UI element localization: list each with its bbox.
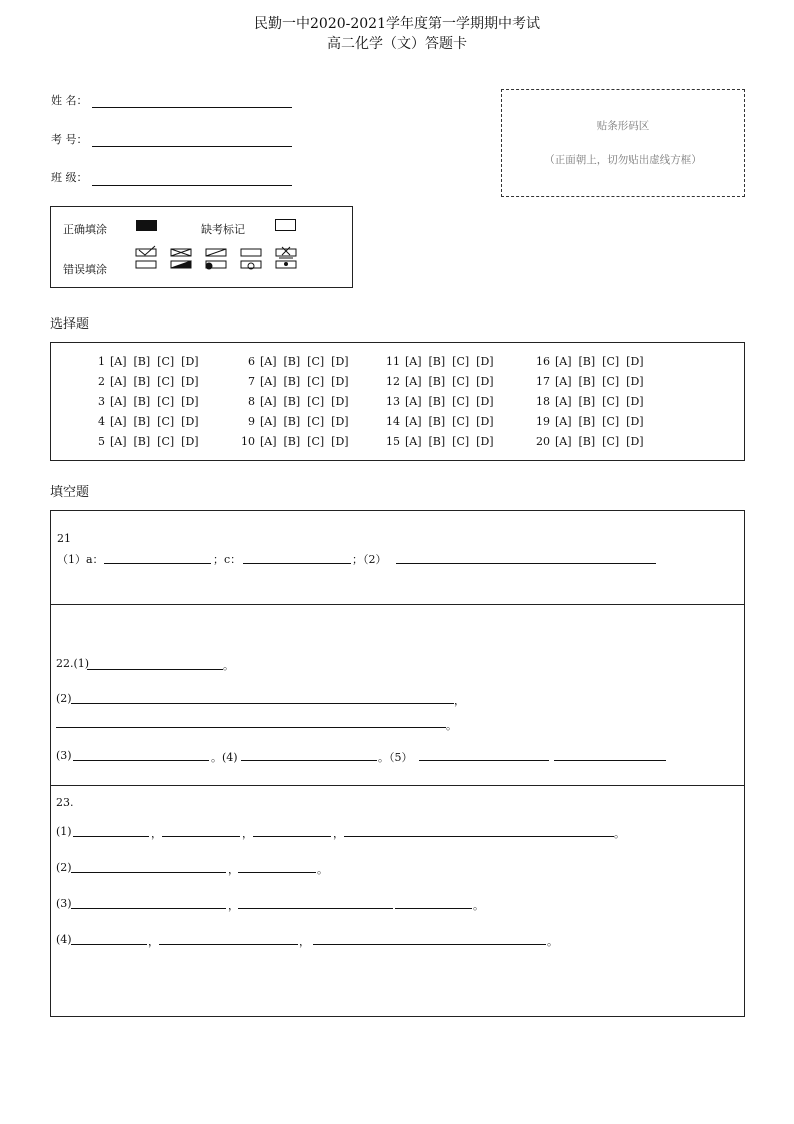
name-field[interactable] bbox=[92, 107, 292, 108]
exam-subtitle: 高二化学（文）答题卡 bbox=[327, 36, 467, 52]
choice-item-7[interactable] bbox=[241, 375, 349, 388]
absent-mark-box[interactable] bbox=[275, 219, 296, 231]
choice-number: 16 bbox=[536, 355, 550, 368]
q23-part3-blank-a[interactable] bbox=[71, 908, 226, 909]
class-field[interactable] bbox=[92, 185, 292, 186]
period: 。 bbox=[317, 863, 328, 876]
comma: ， bbox=[148, 935, 159, 948]
choice-options[interactable]: [A] [B] [C] [D] bbox=[405, 435, 494, 448]
q22-part1-blank[interactable] bbox=[87, 669, 223, 670]
barcode-area bbox=[501, 89, 745, 197]
choice-options[interactable]: [A] [B] [C] [D] bbox=[110, 355, 199, 368]
choice-options[interactable]: [A] [B] [C] [D] bbox=[405, 375, 494, 388]
absent-mark-label: 缺考标记 bbox=[201, 223, 245, 236]
comma: ， bbox=[454, 694, 465, 707]
wrong-fill-samples bbox=[135, 245, 305, 273]
exam-id-label: 考 号： bbox=[51, 133, 88, 146]
fill-answer-box bbox=[50, 510, 745, 1017]
choice-item-20[interactable] bbox=[536, 435, 644, 448]
choice-number: 17 bbox=[536, 375, 550, 388]
q21-part2-label: ；（2） bbox=[352, 553, 387, 566]
q22-part3-label: (3) bbox=[56, 749, 72, 762]
comma: ， bbox=[228, 899, 239, 912]
q21-a-blank[interactable] bbox=[104, 563, 211, 564]
q23-part3-blank-b[interactable] bbox=[238, 908, 393, 909]
q22-part5-blank-a[interactable] bbox=[419, 760, 549, 761]
divider bbox=[51, 604, 744, 605]
wrong-fill-label: 错误填涂 bbox=[63, 263, 107, 276]
q23-part4-blank-b[interactable] bbox=[159, 944, 298, 945]
choice-item-17[interactable] bbox=[536, 375, 644, 388]
q22-part2-blank[interactable] bbox=[71, 703, 454, 704]
choice-number: 10 bbox=[241, 435, 255, 448]
choice-options[interactable]: [A] [B] [C] [D] bbox=[260, 415, 349, 428]
exam-title: 民勤一中2020-2021学年度第一学期期中考试 bbox=[254, 16, 540, 32]
period: 。 bbox=[547, 935, 558, 948]
choice-options[interactable]: [A] [B] [C] [D] bbox=[110, 375, 199, 388]
q23-part3-blank-c[interactable] bbox=[395, 908, 472, 909]
choice-options[interactable]: [A] [B] [C] [D] bbox=[555, 375, 644, 388]
choice-item-11[interactable] bbox=[386, 355, 494, 368]
choice-number: 9 bbox=[248, 415, 255, 428]
q23-part4-label: (4) bbox=[56, 933, 72, 946]
q23-number: 23. bbox=[56, 796, 74, 809]
divider bbox=[51, 785, 744, 786]
q22-part3-blank[interactable] bbox=[73, 760, 209, 761]
correct-fill-label: 正确填涂 bbox=[63, 223, 107, 236]
q22-part1-label: 22.(1) bbox=[56, 657, 90, 670]
choice-options[interactable]: [A] [B] [C] [D] bbox=[555, 395, 644, 408]
choice-number: 5 bbox=[98, 435, 105, 448]
choice-options[interactable]: [A] [B] [C] [D] bbox=[260, 395, 349, 408]
q23-part1-label: (1) bbox=[56, 825, 72, 838]
q23-part4-blank-c[interactable] bbox=[313, 944, 546, 945]
q22-part2-blank-line2[interactable] bbox=[56, 727, 446, 728]
choice-number: 20 bbox=[536, 435, 550, 448]
choice-number: 2 bbox=[98, 375, 105, 388]
choice-heading: 选择题 bbox=[50, 317, 90, 332]
q23-part2-blank-b[interactable] bbox=[238, 872, 316, 873]
choice-item-16[interactable] bbox=[536, 355, 644, 368]
choice-item-9[interactable] bbox=[241, 415, 349, 428]
choice-item-8[interactable] bbox=[241, 395, 349, 408]
choice-number: 1 bbox=[98, 355, 105, 368]
q23-part1-blank-c[interactable] bbox=[253, 836, 331, 837]
choice-item-1[interactable] bbox=[91, 355, 199, 368]
choice-number: 12 bbox=[386, 375, 400, 388]
q21-number: 21 bbox=[57, 532, 71, 545]
choice-number: 18 bbox=[536, 395, 550, 408]
q23-part1-blank-a[interactable] bbox=[73, 836, 149, 837]
q21-c-label: ；c： bbox=[213, 553, 242, 566]
correct-fill-sample bbox=[136, 220, 157, 231]
choice-options[interactable]: [A] [B] [C] [D] bbox=[405, 395, 494, 408]
choice-options[interactable]: [A] [B] [C] [D] bbox=[555, 435, 644, 448]
choice-options[interactable]: [A] [B] [C] [D] bbox=[555, 355, 644, 368]
comma: ， bbox=[151, 827, 162, 840]
exam-id-field[interactable] bbox=[92, 146, 292, 147]
choice-number: 11 bbox=[386, 355, 400, 368]
q23-part4-blank-a[interactable] bbox=[71, 944, 147, 945]
choice-options[interactable]: [A] [B] [C] [D] bbox=[260, 375, 349, 388]
choice-item-5[interactable] bbox=[91, 435, 199, 448]
comma: ， bbox=[228, 863, 239, 876]
choice-item-2[interactable] bbox=[91, 375, 199, 388]
q22-part5-label: 。（5） bbox=[378, 751, 413, 764]
barcode-hint: （正面朝上，切勿贴出虚线方框） bbox=[544, 154, 702, 166]
choice-number: 19 bbox=[536, 415, 550, 428]
name-label: 姓 名： bbox=[51, 94, 88, 107]
q23-part1-blank-d[interactable] bbox=[344, 836, 614, 837]
choice-number: 15 bbox=[386, 435, 400, 448]
choice-item-13[interactable] bbox=[386, 395, 494, 408]
choice-options[interactable]: [A] [B] [C] [D] bbox=[260, 355, 349, 368]
choice-number: 14 bbox=[386, 415, 400, 428]
q22-part2-label: (2) bbox=[56, 692, 72, 705]
barcode-label: 贴条形码区 bbox=[596, 120, 650, 132]
period: 。 bbox=[614, 827, 625, 840]
q22-part4-blank[interactable] bbox=[241, 760, 377, 761]
choice-item-4[interactable] bbox=[91, 415, 199, 428]
choice-options[interactable]: [A] [B] [C] [D] bbox=[405, 355, 494, 368]
comma: ， bbox=[242, 827, 253, 840]
choice-item-15[interactable] bbox=[386, 435, 494, 448]
comma: ， bbox=[333, 827, 344, 840]
choice-item-3[interactable] bbox=[91, 395, 199, 408]
period: 。 bbox=[473, 899, 484, 912]
q23-part2-label: (2) bbox=[56, 861, 72, 874]
q21-c-blank[interactable] bbox=[243, 563, 351, 564]
q21-part1-label: （1）a： bbox=[57, 553, 104, 566]
choice-item-14[interactable] bbox=[386, 415, 494, 428]
choice-number: 4 bbox=[98, 415, 105, 428]
q22-part5-blank-b[interactable] bbox=[554, 760, 666, 761]
q22-part4-label: 。(4) bbox=[211, 751, 238, 764]
fill-heading: 填空题 bbox=[50, 485, 90, 500]
choice-item-19[interactable] bbox=[536, 415, 644, 428]
choice-number: 3 bbox=[98, 395, 105, 408]
choice-options[interactable]: [A] [B] [C] [D] bbox=[110, 415, 199, 428]
choice-options[interactable]: [A] [B] [C] [D] bbox=[110, 395, 199, 408]
choice-options[interactable]: [A] [B] [C] [D] bbox=[555, 415, 644, 428]
choice-answer-box bbox=[50, 342, 745, 461]
choice-item-10[interactable] bbox=[241, 435, 349, 448]
choice-options[interactable]: [A] [B] [C] [D] bbox=[110, 435, 199, 448]
fill-legend bbox=[50, 206, 353, 288]
choice-options[interactable]: [A] [B] [C] [D] bbox=[405, 415, 494, 428]
choice-item-18[interactable] bbox=[536, 395, 644, 408]
q23-part2-blank-a[interactable] bbox=[71, 872, 226, 873]
class-label: 班 级： bbox=[51, 171, 88, 184]
q21-part2-blank[interactable] bbox=[396, 563, 656, 564]
choice-number: 13 bbox=[386, 395, 400, 408]
comma: ， bbox=[299, 935, 310, 948]
period: 。 bbox=[223, 659, 234, 672]
period: 。 bbox=[446, 719, 457, 732]
q23-part3-label: (3) bbox=[56, 897, 72, 910]
choice-options[interactable]: [A] [B] [C] [D] bbox=[260, 435, 349, 448]
choice-item-12[interactable] bbox=[386, 375, 494, 388]
choice-number: 6 bbox=[248, 355, 255, 368]
choice-item-6[interactable] bbox=[241, 355, 349, 368]
choice-number: 8 bbox=[248, 395, 255, 408]
q23-part1-blank-b[interactable] bbox=[162, 836, 240, 837]
choice-number: 7 bbox=[248, 375, 255, 388]
